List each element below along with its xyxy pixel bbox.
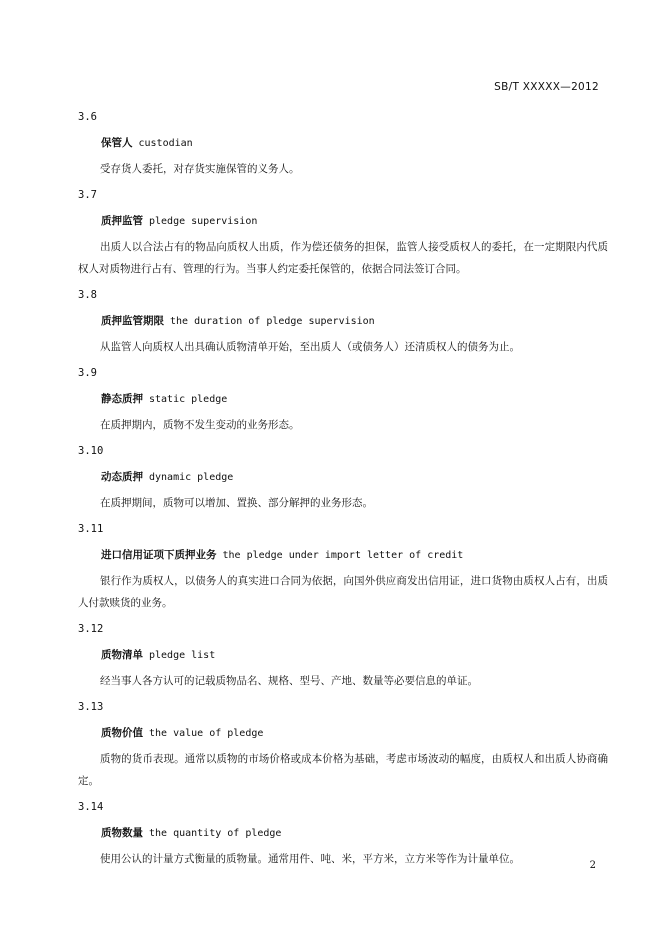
term-definition: 在质押期间，质物可以增加、置换、部分解押的业务形态。 [100, 497, 373, 509]
term-entry-3-13 [78, 694, 608, 792]
term-chinese: 质物清单 [101, 649, 143, 661]
term-definition: 使用公认的计量方式衡量的质物量。通常用件、吨、米，平方米，立方米等作为计量单位。 [100, 853, 520, 865]
page-number: 2 [589, 860, 596, 871]
term-heading [78, 542, 608, 568]
term-entry-3-9 [78, 360, 608, 436]
term-entry-3-14 [78, 794, 608, 870]
term-english: custodian [138, 138, 193, 149]
term-chinese: 质押监管期限 [101, 315, 164, 327]
clause-number: 3.12 [78, 623, 104, 635]
term-english: the quantity of pledge [149, 828, 282, 839]
term-entry-3-12 [78, 616, 608, 692]
term-definition: 从监管人向质权人出具确认质物清单开始，至出质人（或债务人）还清质权人的债务为止。 [100, 341, 520, 353]
term-heading [78, 208, 608, 234]
term-english: pledge list [149, 650, 216, 661]
term-chinese: 进口信用证项下质押业务 [101, 549, 217, 561]
term-english: pledge supervision [149, 216, 258, 227]
term-chinese: 质物价值 [101, 727, 143, 739]
clause-number: 3.9 [78, 367, 97, 379]
term-chinese: 保管人 [101, 137, 133, 149]
term-english: dynamic pledge [149, 472, 234, 483]
term-entry-3-8 [78, 282, 608, 358]
term-entry-3-11 [78, 516, 608, 614]
term-english: the value of pledge [149, 728, 264, 739]
clause-number: 3.11 [78, 523, 104, 535]
clause-number: 3.14 [78, 801, 104, 813]
term-definition: 质物的货币表现。通常以质物的市场价格或成本价格为基础，考虑市场波动的幅度，由质权人和出质人协商确定。 [78, 753, 608, 787]
term-heading [78, 464, 608, 490]
clause-number: 3.10 [78, 445, 104, 457]
term-heading [78, 308, 608, 334]
term-definition: 出质人以合法占有的物品向质权人出质，作为偿还债务的担保，监管人接受质权人的委托，在一定期限内代质权人对质物进行占有、管理的行为。当事人约定委托保管的，依据合同法签订合同。 [78, 241, 608, 275]
term-chinese: 质押监管 [101, 215, 143, 227]
clause-number: 3.8 [78, 289, 97, 301]
term-heading [78, 642, 608, 668]
document-code: SB/T XXXXX—2012 [494, 81, 599, 93]
term-chinese: 质物数量 [101, 827, 143, 839]
term-definition: 受存货人委托，对存货实施保管的义务人。 [100, 163, 300, 175]
term-heading [78, 820, 608, 846]
term-english: the duration of pledge supervision [170, 316, 375, 327]
term-entry-3-6 [78, 104, 608, 180]
term-entry-3-10 [78, 438, 608, 514]
term-heading [78, 720, 608, 746]
terms-section [78, 104, 608, 872]
term-definition: 经当事人各方认可的记载质物品名、规格、型号、产地、数量等必要信息的单证。 [100, 675, 478, 687]
term-english: the pledge under import letter of credit [222, 550, 464, 561]
term-definition: 在质押期内，质物不发生变动的业务形态。 [100, 419, 300, 431]
clause-number: 3.6 [78, 111, 97, 123]
term-heading [78, 386, 608, 412]
term-entry-3-7 [78, 182, 608, 280]
term-chinese: 静态质押 [101, 393, 143, 405]
term-definition: 银行作为质权人，以债务人的真实进口合同为依据，向国外供应商发出信用证，进口货物由质权人占有，出质人付款赎货的业务。 [78, 575, 608, 609]
term-heading [78, 130, 608, 156]
term-english: static pledge [149, 394, 228, 405]
clause-number: 3.7 [78, 189, 97, 201]
clause-number: 3.13 [78, 701, 104, 713]
term-chinese: 动态质押 [101, 471, 143, 483]
